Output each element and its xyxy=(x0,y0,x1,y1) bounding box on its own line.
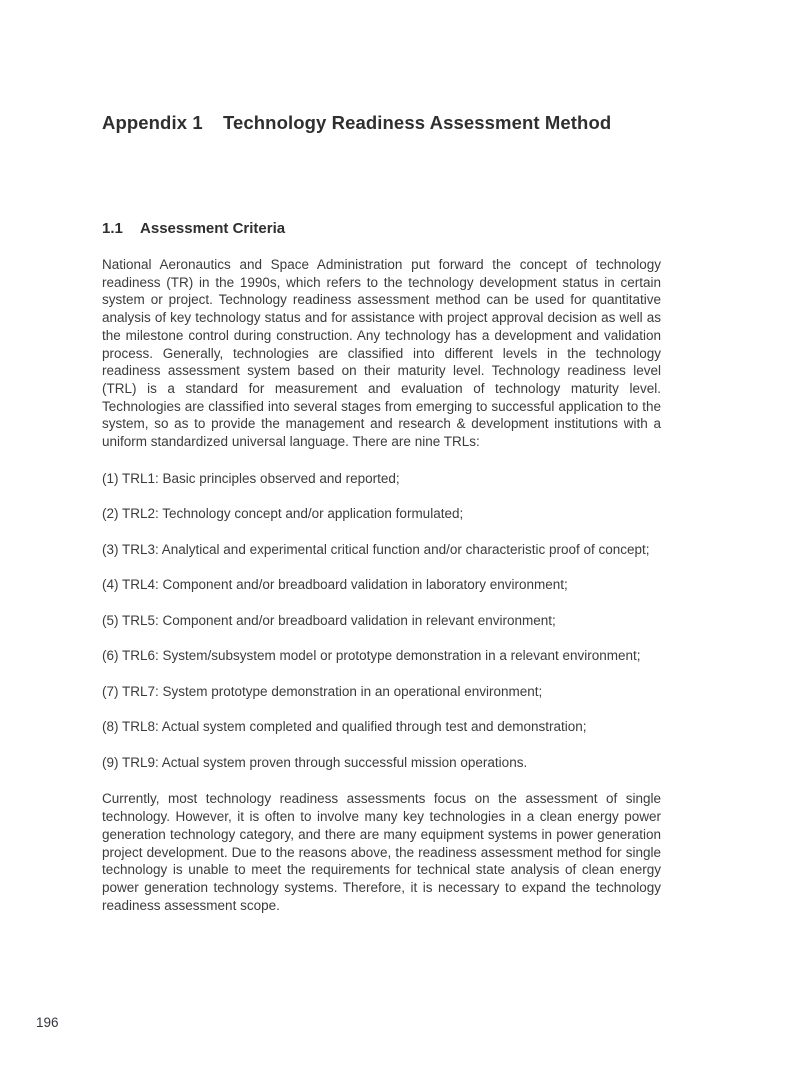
intro-paragraph: National Aeronautics and Space Administration put forward the concept of technology readiness (TR) in the 1990s, which refers to the technology development status in certain system or project. Technology readiness assessment method can be used for quantitative analysis of key technology status and for assistance with project approval decision as well as the milestone control during construction. Any technology has a development and validation process. Generally, technologies are classified into different levels in the technology readiness assessment system based on their maturity level. Technology readiness level (TRL) is a standard for measurement and evaluation of technology maturity level. Technologies are classified into several stages from emerging to successful application to the system, so as to provide the management and research & development institutions with a uniform standardized universal language. There are nine TRLs: xyxy=(102,257,661,450)
appendix-title xyxy=(102,112,661,134)
page-number: 196 xyxy=(36,1015,59,1030)
trl-list-item: (2) TRL2: Technology concept and/or application formulated; xyxy=(102,506,464,522)
trl-list-item: (1) TRL1: Basic principles observed and reported; xyxy=(102,470,400,486)
section-heading xyxy=(102,220,661,237)
trl-list xyxy=(102,470,661,772)
trl-list-item: (6) TRL6: System/subsystem model or prototype demonstration in a relevant environment; xyxy=(102,648,641,664)
appendix-title-text: Technology Readiness Assessment Method xyxy=(222,112,612,133)
trl-list-item: (3) TRL3: Analytical and experimental critical function and/or characteristic proof of concept; xyxy=(102,541,650,557)
section-title: Assessment Criteria xyxy=(140,220,286,237)
document-content xyxy=(102,112,661,914)
trl-list-item: (5) TRL5: Component and/or breadboard validation in relevant environment; xyxy=(102,612,556,628)
appendix-title-label: Appendix 1 xyxy=(102,112,203,133)
trl-list-item: (4) TRL4: Component and/or breadboard validation in laboratory environment; xyxy=(102,577,568,593)
trl-list-item: (7) TRL7: System prototype demonstration in an operational environment; xyxy=(102,683,543,699)
section-number: 1.1 xyxy=(102,220,123,237)
trl-list-item: (9) TRL9: Actual system proven through successful mission operations. xyxy=(102,754,528,770)
closing-paragraph: Currently, most technology readiness assessments focus on the assessment of single technology. However, it is often to involve many key technologies in a clean energy power generation technology category, and there are many equipment systems in power generation project development. Due to the reasons above, the readiness assessment method for single technology is unable to meet the requirements for technical state analysis of clean energy power generation technology systems. Therefore, it is necessary to expand the technology readiness assessment scope. xyxy=(102,791,661,913)
trl-list-item: (8) TRL8: Actual system completed and qualified through test and demonstration; xyxy=(102,719,587,735)
